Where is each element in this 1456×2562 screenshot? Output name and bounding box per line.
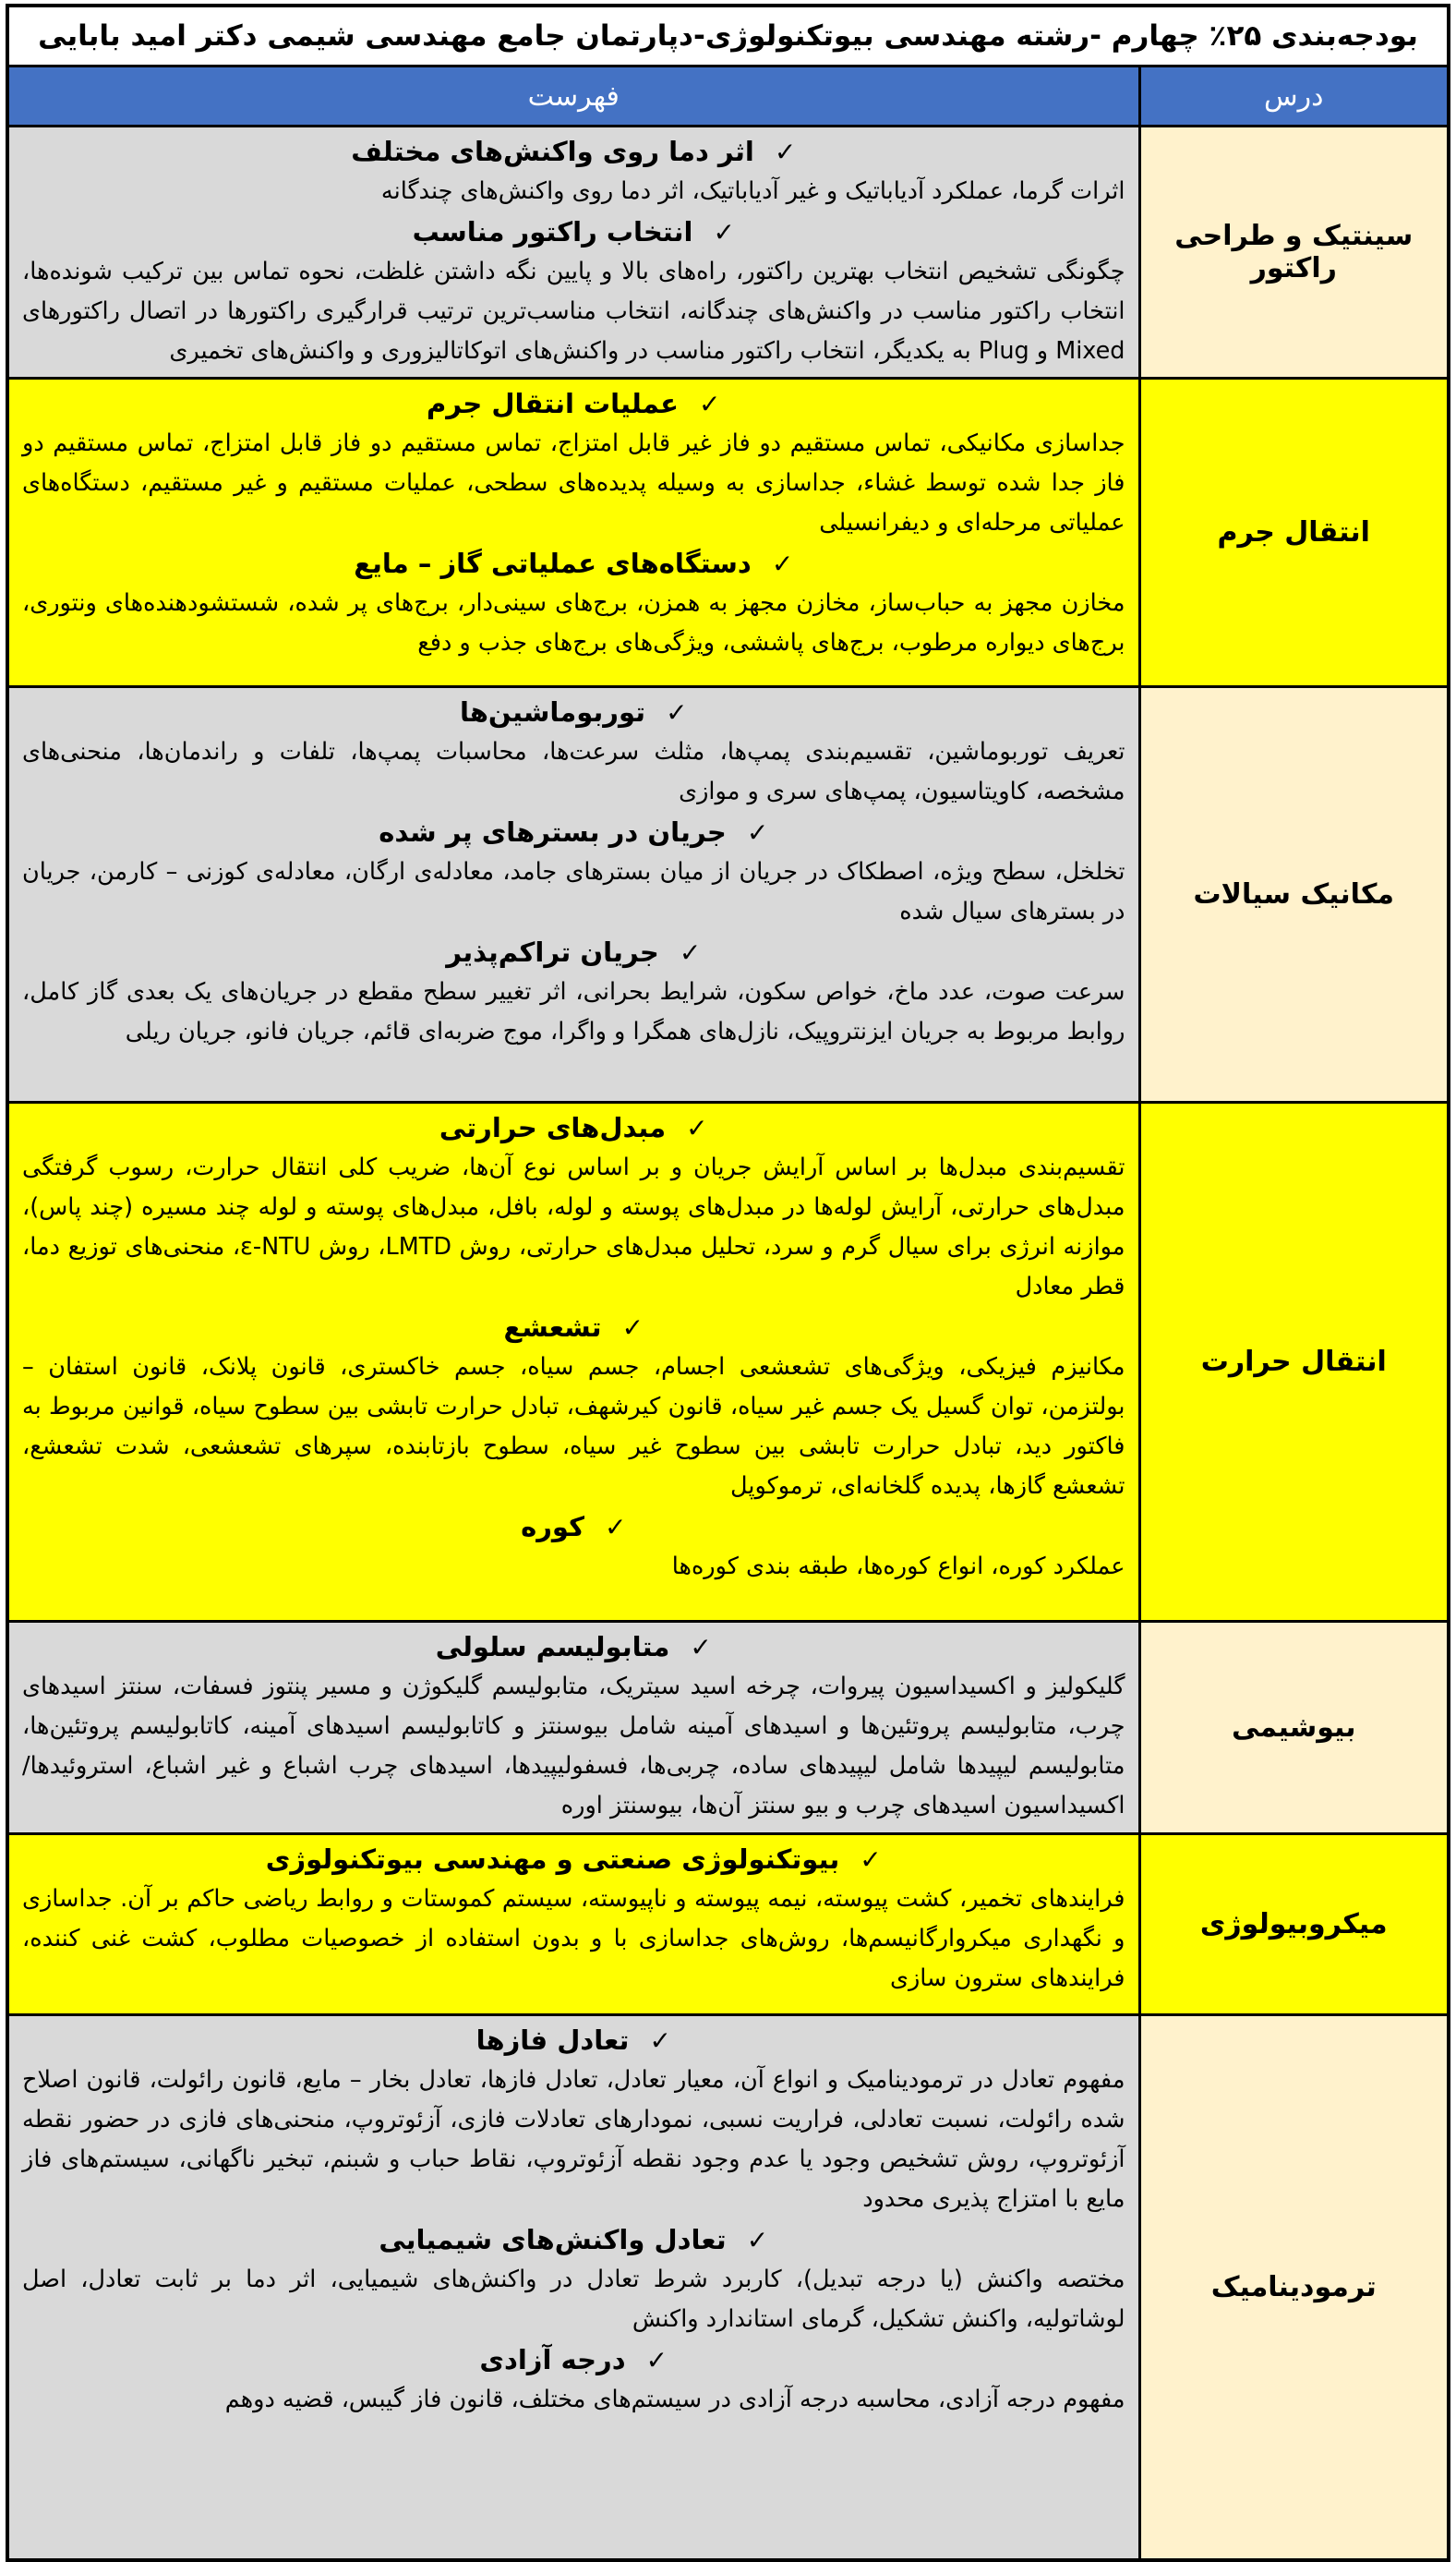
topic-title: درجه آزادی — [479, 2344, 626, 2375]
topic-heading — [22, 2020, 1125, 2060]
header-content: فهرست — [7, 66, 1139, 127]
topic-title: تعادل فازها — [475, 2024, 630, 2056]
topic-description: فرایندهای تخمیر، کشت پیوسته، نیمه پیوسته و ناپیوسته، سیستم کموستات و روابط ریاضی حاکم بر آن. جداسازی و نگهداری میکروارگانیسم‌ها، روش‌های جداسازی با و بدون استفاده از خصوصیات مطلوب، کشت غنی کننده، فرایندهای سترون سازی — [22, 1885, 1125, 1992]
check-icon: ✓ — [686, 1113, 708, 1143]
topic-title: تشعشع — [503, 1311, 602, 1343]
check-icon: ✓ — [649, 2025, 671, 2056]
topic-heading — [22, 932, 1125, 973]
topic-title: کوره — [521, 1511, 584, 1542]
check-icon: ✓ — [621, 1312, 644, 1343]
topic-description: مکانیزم فیزیکی، ویژگی‌های تشعشعی اجسام، جسم سیاه، جسم خاکستری، قانون پلانک، قانون استفان – بولتزمن، توان گسیل یک جسم غیر سیاه، قانون کیرشهف، تبادل حرارت تابشی بین سطوح سیاه، قوانین مربوط به فاکتور دید، تبادل حرارت تابشی بین سطوح غیر سیاه، سطوح بازتابنده، سپرهای تشعشعی، شدت تشعشع، تشعشع گازها، پدیده گلخانه‌ای، ترموکوپل — [22, 1353, 1125, 1500]
subject-cell: انتقال حرارت — [1139, 1103, 1449, 1622]
topic-heading — [22, 2219, 1125, 2260]
content-cell — [7, 2015, 1139, 2560]
subject-cell: سینتیک و طراحی راکتور — [1139, 127, 1449, 379]
check-icon: ✓ — [771, 549, 794, 579]
content-cell — [7, 687, 1139, 1103]
topic-heading — [22, 1506, 1125, 1547]
topic-description: تعریف توربوماشین، تقسیم‌بندی پمپ‌ها، مثلث سرعت‌ها، محاسبات پمپ‌ها، تلفات و راندمان‌ها، منحنی‌های مشخصه، کاویتاسیون، پمپ‌های سری و موازی — [22, 738, 1125, 805]
topic-title: دستگاه‌های عملیاتی گاز – مایع — [354, 548, 752, 579]
topic-heading — [22, 692, 1125, 732]
topic-description: تقسیم‌بندی مبدل‌ها بر اساس آرایش جریان و بر اساس نوع آن‌ها، ضریب کلی انتقال حرارت، رسوب گرفتگی مبدل‌های حرارتی، آرایش لوله‌ها در مبدل‌های پوسته و لوله، بافل، مبدل‌های پوسته و لوله چند مسیره (چند پاس)، موازنه انرژی برای سیال گرم و سرد، تحلیل مبدل‌های حرارتی، روش LMTD، روش ε-NTU، منحنی‌های توزیع دما، قطر معادل — [22, 1154, 1125, 1300]
page-title: بودجه‌بندی ۲۵٪ چهارم -رشته مهندسی بیوتکنولوژی-دپارتمان جامع مهندسی شیمی دکتر امید بابایی — [7, 6, 1449, 66]
content-cell — [7, 1622, 1139, 1834]
subject-cell: مکانیک سیالات — [1139, 687, 1449, 1103]
topic-heading — [22, 131, 1125, 172]
table-row — [7, 687, 1449, 1103]
topic-heading — [22, 2339, 1125, 2380]
check-icon: ✓ — [679, 937, 702, 968]
check-icon: ✓ — [666, 697, 688, 728]
check-icon: ✓ — [713, 217, 735, 248]
topic-heading — [22, 383, 1125, 424]
table-row — [7, 1103, 1449, 1622]
topic-description: اثرات گرما، عملکرد آدیاباتیک و غیر آدیاباتیک، اثر دما روی واکنش‌های چندگانه — [380, 177, 1125, 205]
topic-description: تخلخل، سطح ویژه، اصطکاک در جریان از میان بسترهای جامد، معادله‌ی ارگان، معادله‌ی کوزنی – کارمن، جریان در بسترهای سیال شده — [22, 858, 1125, 925]
table-row — [7, 1834, 1449, 2015]
topic-description: مخازن مجهز به حباب‌ساز، مخازن مجهز به همزن، برج‌های سینی‌دار، برج‌های پر شده، شستشودهنده‌های ونتوری، برج‌های دیواره مرطوب، برج‌های پاششی، ویژگی‌های برج‌های جذب و دفع — [22, 589, 1125, 657]
check-icon: ✓ — [690, 1632, 712, 1662]
topic-heading — [22, 1107, 1125, 1148]
subject-cell: ترمودینامیک — [1139, 2015, 1449, 2560]
topic-description: مفهوم تعادل در ترمودینامیک و انواع آن، معیار تعادل، تعادل فازها، تعادل بخار – مایع، قانون رائولت، قانون اصلاح شده رائولت، نسبت تعادلی، فراریت نسبی، نمودارهای تعادلات فازی، آزئوتروپ، منحنی‌های فازی در حضور نقطه آزئوتروپ، روش تشخیص وجود یا عدم وجود نقطه آزئوتروپ، نقاط حباب و شبنم، تبخیر ناگهانی، سیستم‌های فاز مایع با امتزاج پذیری محدود — [22, 2066, 1125, 2213]
topic-title: توربوماشین‌ها — [459, 696, 646, 728]
table-row — [7, 1622, 1449, 1834]
topic-title: اثر دما روی واکنش‌های مختلف — [351, 136, 754, 167]
topic-title: تعادل واکنش‌های شیمیایی — [379, 2224, 727, 2255]
check-icon: ✓ — [746, 2225, 769, 2255]
subject-cell: میکروبیولوژی — [1139, 1834, 1449, 2015]
subject-cell: انتقال جرم — [1139, 379, 1449, 687]
check-icon: ✓ — [774, 137, 797, 167]
topic-title: جریان در بسترهای پر شده — [379, 816, 727, 848]
topic-title: بیوتکنولوژی صنعتی و مهندسی بیوتکنولوژی — [265, 1843, 840, 1875]
topic-heading — [22, 1307, 1125, 1347]
topic-description: عملکرد کوره، انواع کوره‌ها، طبقه بندی کوره‌ها — [671, 1553, 1125, 1580]
check-icon: ✓ — [604, 1512, 627, 1542]
content-cell — [7, 1103, 1139, 1622]
topic-description: سرعت صوت، عدد ماخ، خواص سکون، شرایط بحرانی، اثر تغییر سطح مقطع در جریان‌های یک بعدی گاز کامل، روابط مربوط به جریان ایزنتروپیک، نازل‌های همگرا و واگرا، موج ضربه‌ای قائم، جریان فانو، جریان ریلی — [22, 978, 1125, 1045]
table-row — [7, 127, 1449, 379]
check-icon: ✓ — [698, 389, 721, 419]
table-row — [7, 2015, 1449, 2560]
topic-heading — [22, 1626, 1125, 1667]
content-cell — [7, 1834, 1139, 2015]
topic-title: عملیات انتقال جرم — [427, 388, 679, 419]
check-icon: ✓ — [860, 1844, 882, 1875]
topic-title: انتخاب راکتور مناسب — [412, 216, 693, 248]
topic-description: جداسازی مکانیکی، تماس مستقیم دو فاز غیر قابل امتزاج، تماس مستقیم دو فاز قابل امتزاج، تماس مستقیم دو فاز جدا شده توسط غشاء، جداسازی به وسیله پدیده‌های سطحی، عملیات مستقیم و غیر مستقیم، دستگاه‌های عملیاتی مرحله‌ای و دیفرانسیلی — [22, 429, 1125, 537]
topic-title: مبدل‌های حرارتی — [439, 1112, 667, 1143]
check-icon: ✓ — [645, 2345, 668, 2375]
topic-description: چگونگی تشخیص انتخاب بهترین راکتور، راه‌های بالا و پایین نگه داشتن غلظت، نحوه تماس بین ترکیب شونده‌ها، انتخاب راکتور مناسب در واکنش‌های چندگانه، انتخاب مناسب‌ترین ترتیب قرارگیری راکتورها در اتصال راکتورهای Mixed و Plug به یکدیگر، انتخاب راکتور مناسب در واکنش‌های اتوکاتالیزوری و واکنش‌های تخمیری — [22, 258, 1125, 365]
topic-heading — [22, 543, 1125, 584]
topic-heading — [22, 211, 1125, 252]
content-cell — [7, 379, 1139, 687]
topic-title: متابولیسم سلولی — [435, 1631, 670, 1662]
topic-title: جریان تراکم‌پذیر — [446, 937, 659, 968]
topic-description: مفهوم درجه آزادی، محاسبه درجه آزادی در سیستم‌های مختلف، قانون فاز گیبس، قضیه دوهم — [224, 2386, 1125, 2413]
topic-heading — [22, 812, 1125, 852]
table-row — [7, 379, 1449, 687]
subject-cell: بیوشیمی — [1139, 1622, 1449, 1834]
syllabus-table — [6, 4, 1450, 2562]
topic-description: گلیکولیز و اکسیداسیون پیروات، چرخه اسید سیتریک، متابولیسم گلیکوژن و مسیر پنتوز فسفات، سنتز اسیدهای چرب، متابولیسم پروتئین‌ها و اسیدهای آمینه شامل بیوسنتز و کاتابولیسم اسیدهای آمینه، کاتابولیسم پروتئین‌ها، متابولیسم لیپیدها شامل لیپیدهای ساده، چربی‌ها، فسفولیپیدها، اسیدهای چرب اشباع و غیر اشباع، استروئیدها/ اکسیداسیون اسیدهای چرب و بیو سنتز آن‌ها، بیوسنتز اوره — [22, 1673, 1125, 1819]
header-subject: درس — [1139, 66, 1449, 127]
content-cell — [7, 127, 1139, 379]
topic-description: مختصه واکنش (یا درجه تبدیل)، کاربرد شرط تعادل در واکنش‌های شیمیایی، اثر دما بر ثابت تعادل، اصل لوشاتولیه، واکنش تشکیل، گرمای استاندارد واکنش — [22, 2266, 1125, 2333]
check-icon: ✓ — [746, 817, 769, 848]
topic-heading — [22, 1839, 1125, 1879]
